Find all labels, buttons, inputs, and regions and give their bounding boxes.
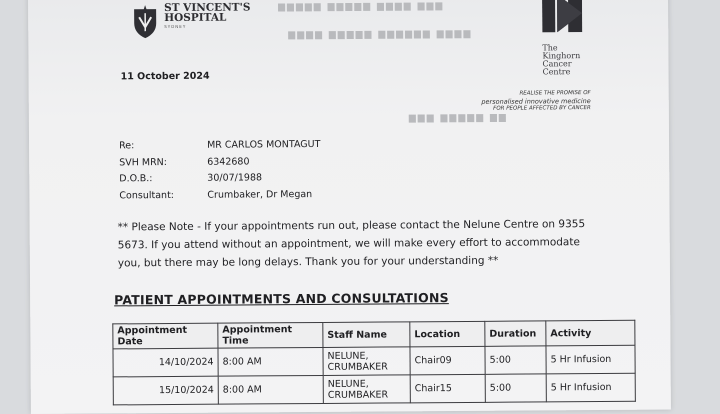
dob-value: 30/07/1988 — [207, 172, 263, 184]
cell-activity: 5 Hr Infusion — [546, 345, 635, 374]
hospital-subline: SYDNEY — [164, 23, 187, 30]
header-staff-name: Staff Name — [323, 322, 410, 348]
letter-date: 11 October 2024 — [120, 70, 210, 83]
consultant-row — [119, 186, 320, 204]
consultant-label: Consultant: — [119, 189, 175, 201]
hospital-logo — [130, 2, 251, 39]
kinghorn-logo — [542, 0, 593, 76]
cell-date: 14/10/2024 — [113, 348, 218, 377]
centre-name-line4: Centre — [542, 67, 571, 77]
centre-name-line2: Kinghorn — [542, 51, 581, 61]
hospital-name-line1: ST VINCENT'S — [164, 1, 251, 15]
cell-activity: 5 Hr Infusion — [546, 373, 635, 402]
tagline-line1: REALISE THE PROMISE OF — [519, 90, 591, 97]
please-note-paragraph: ** Please Note - If your appointments run out, please contact the Nelune Centre on 9355 5673. If you attend without an appointment, we will make every effort to accommodate you, but there may be long delays. Thank you for your understanding ** — [117, 218, 586, 270]
table-row — [113, 373, 635, 405]
appointments-table — [112, 320, 636, 406]
table-row — [113, 345, 635, 377]
cell-location: Chair09 — [410, 346, 485, 375]
kinghorn-mark-icon — [542, 0, 582, 32]
show-through-text: ▆▆▆ ▆▆▆▆▆ ▆▆ — [408, 112, 508, 124]
header-duration: Duration — [485, 321, 546, 346]
header-activity: Activity — [546, 320, 635, 346]
section-title: PATIENT APPOINTMENTS AND CONSULTATIONS — [114, 290, 449, 308]
cell-date: 15/10/2024 — [113, 376, 218, 405]
re-row — [119, 137, 320, 155]
mrn-value: 6342680 — [207, 155, 250, 168]
staff-line1: NELUNE, — [327, 350, 369, 362]
patient-name: MR CARLOS MONTAGUT — [207, 138, 321, 151]
cell-duration: 5:00 — [485, 374, 546, 402]
show-through-text: ▆▆▆▆ ▆▆▆▆▆ ▆▆▆▆▆▆ ▆▆▆▆ — [288, 28, 473, 41]
tagline-line2: personalised innovative medicine — [481, 96, 591, 106]
patient-details — [119, 137, 321, 204]
cell-time: 8:00 AM — [218, 375, 323, 404]
table-header-row — [113, 320, 635, 349]
cell-staff — [323, 347, 410, 376]
re-label: Re: — [119, 140, 135, 152]
letter-page — [28, 0, 671, 414]
cell-time: 8:00 AM — [218, 347, 323, 376]
cell-staff — [323, 375, 410, 404]
staff-line1: NELUNE, — [327, 378, 369, 390]
hospital-name-line2: HOSPITAL — [164, 11, 227, 25]
dob-row — [119, 170, 320, 188]
centre-name-line1: The — [542, 43, 558, 53]
header-location: Location — [410, 321, 485, 347]
tagline-line3: FOR PEOPLE AFFECTED BY CANCER — [493, 105, 591, 112]
centre-tagline — [467, 90, 591, 113]
dob-label: D.O.B.: — [119, 173, 153, 185]
cell-duration: 5:00 — [485, 346, 546, 374]
consultant-value: Crumbaker, Dr Megan — [207, 188, 313, 201]
mrn-label: SVH MRN: — [119, 156, 168, 168]
staff-line2: CRUMBAKER — [327, 388, 389, 401]
hospital-crest-icon — [130, 3, 160, 39]
staff-line2: CRUMBAKER — [327, 360, 388, 373]
header-appointment-time: Appointment Time — [218, 322, 323, 348]
centre-name-line3: Cancer — [542, 59, 572, 69]
show-through-text: ▆▆▆▆▆ ▆▆▆▆▆ ▆▆▆▆ ▆▆▆ — [278, 1, 445, 13]
mrn-row — [119, 153, 320, 171]
cell-location: Chair15 — [410, 374, 485, 403]
header-appointment-date: Appointment Date — [113, 323, 218, 349]
